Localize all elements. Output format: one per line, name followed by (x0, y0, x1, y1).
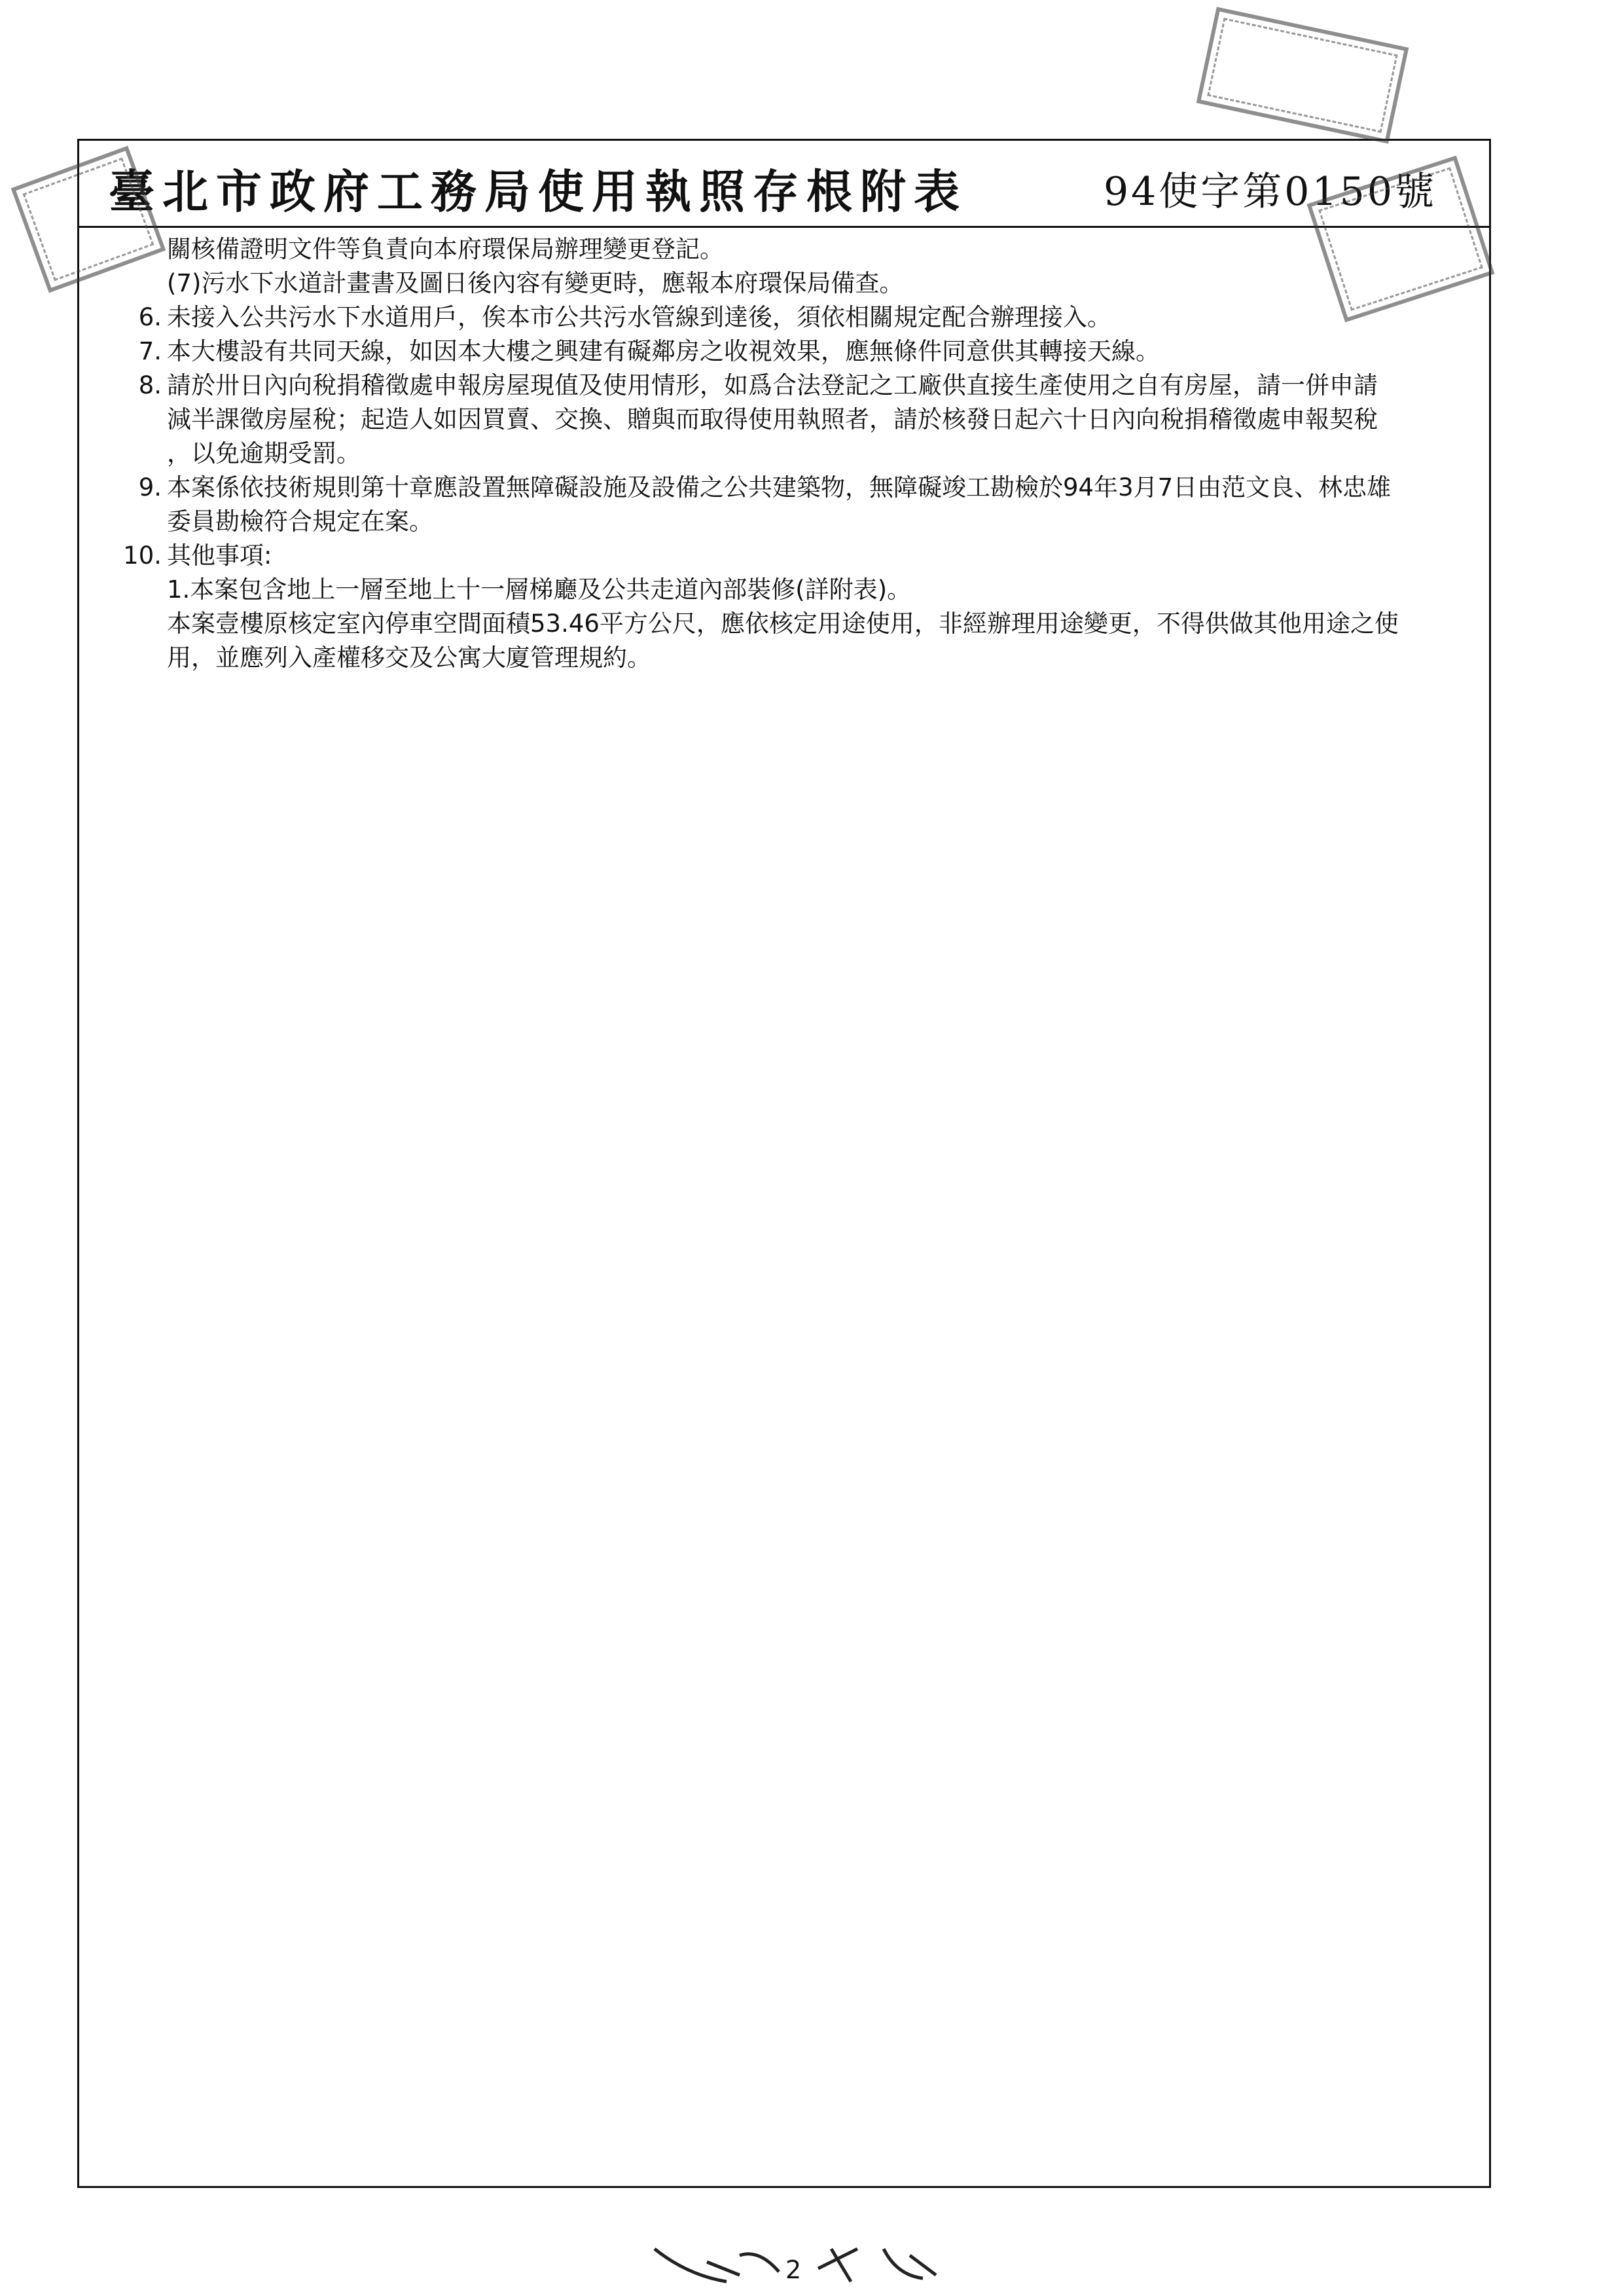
document-body (113, 232, 1462, 675)
line-text: 減半課徵房屋稅；起造人如因買賣、交換、贈與而取得使用執照者，請於核發日起六十日內向稅捐稽徵處申報契稅 (167, 405, 1378, 433)
line-text: 1.本案包含地上一層至地上十一層梯廳及公共走道內部裝修(詳附表)。 (167, 575, 912, 604)
permit-number: 94使字第0150號 (1103, 169, 1437, 215)
line-text: (7)污水下水道計畫書及圖日後內容有變更時，應報本府環保局備查。 (167, 269, 904, 297)
text-line (113, 335, 1462, 369)
line-text: 本案壹樓原核定室內停車空間面積53.46平方公尺，應依核定用途使用，非經辦理用途變更，不得供做其他用途之使 (167, 610, 1399, 638)
line-text: 本案係依技術規則第十章應設置無障礙設施及設備之公共建築物，無障礙竣工勘檢於94年3月7日由范文良、林忠雄 (167, 473, 1392, 501)
item-number (113, 437, 167, 471)
document-frame (77, 139, 1491, 2188)
text-line (113, 607, 1462, 641)
item-number (113, 607, 167, 641)
document-header (79, 141, 1489, 228)
text-line (113, 641, 1462, 675)
line-text: 其他事項: (167, 541, 272, 570)
text-line (113, 232, 1462, 266)
line-text: 用，並應列入產權移交及公寓大廈管理規約。 (167, 644, 651, 672)
line-text: 未接入公共污水下水道用戶，俟本市公共污水管線到達後，須依相關規定配合辦理接入。 (167, 303, 1111, 331)
line-text: 本大樓設有共同天線，如因本大樓之興建有礙鄰房之收視效果，應無條件同意供其轉接天線。 (167, 337, 1160, 365)
item-number: 8. (138, 371, 162, 399)
item-number (113, 573, 167, 607)
item-number (113, 403, 167, 437)
text-line (113, 437, 1462, 471)
text-line (113, 301, 1462, 335)
item-number (113, 641, 167, 675)
handwritten-mark (648, 2236, 962, 2288)
seal-stamp-top-right (1196, 7, 1409, 143)
item-number: 6. (138, 303, 162, 331)
item-number: 7. (138, 337, 162, 365)
item-number (113, 505, 167, 539)
item-number: 9. (138, 473, 162, 501)
line-text: 關核備證明文件等負責向本府環保局辦理變更登記。 (167, 235, 724, 263)
text-line (113, 539, 1462, 573)
item-number: 10. (123, 541, 162, 570)
line-text: ，以免逾期受罰。 (167, 439, 361, 467)
line-text: 請於卅日內向稅捐稽徵處申報房屋現值及使用情形，如爲合法登記之工廠供直接生產使用之自有房屋，請一併申請 (167, 371, 1378, 399)
text-line (113, 403, 1462, 437)
text-line (113, 573, 1462, 607)
text-line (113, 369, 1462, 403)
document-title: 臺北市政府工務局使用執照存根附表 (109, 164, 967, 219)
item-number (113, 266, 167, 301)
text-line (113, 471, 1462, 505)
text-line (113, 266, 1462, 301)
page-number: 2 (785, 2255, 802, 2284)
text-line (113, 505, 1462, 539)
line-text: 委員勘檢符合規定在案。 (167, 507, 433, 536)
